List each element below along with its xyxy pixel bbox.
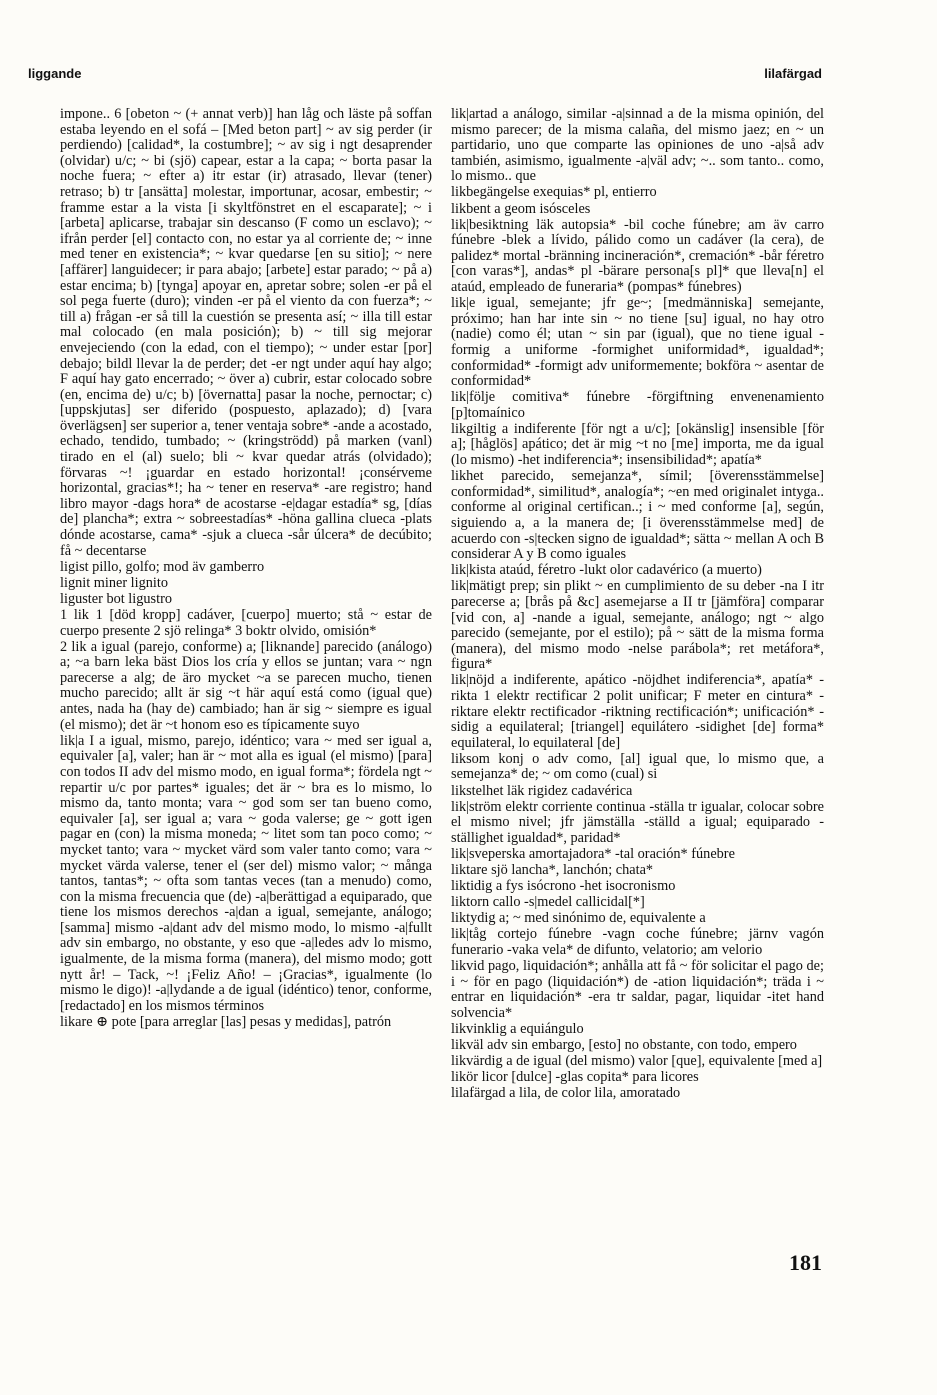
entry-liktag: lik|tåg cortejo fúnebre -vagn coche fúnebre; järnv vagón funerario -vaka vela* de difunto, velatorio; am velorio [451, 926, 824, 958]
entry-likmatigt: lik|mätigt prep; sin plikt ~ en cumplimiento de su deber -na I itr parecerse a; [brås på &c] asemejarse a II tr [jämföra] comparar [vid con, a] -nande a igual, semejante, análogo; ngt ~ algo parecido (semejante, por el estilo); på ~ sätt de la misma forma (manera), del mismo modo -nelse parábola*; ret metáfora*, figura* [451, 578, 824, 673]
page-number: 181 [789, 1250, 822, 1275]
entry-liksveperska: lik|sveperska amortajadora* -tal oración* fúnebre [451, 845, 735, 862]
entry-like: lik|e igual, semejante; jfr ge~; [medmänniska] semejante, próximo; han har inte sin ~ no tiene [su] igual, no hay otro (nadie) como él; utan ~ sin par (igual), que no tiene igual -formig a uniforme -formighet uniformidad*, igualdad*; conformidad* -formigt adv uniformemente; bokföra ~ asentar de conformidad* [451, 295, 824, 390]
entry-liggande-cont: impone.. 6 [obeton ~ (+ annat verb)] han låg och läste på soffan estaba leyendo en el sofá – [Med beton part] ~ av sig perder (ir perdiendo) [calidad*, la costumbre]; ~ av sig i ngt desaprender (olvidar) u/c; ~ bi (sjö) capear, estar a la capa; ~ borta pasar la noche fuera; ~ efter a) itr estar (ir) atrasado, llevar (tener) retraso; b) tr [ansätta] molestar, importunar, acosar, embestir; ~ framme estar a la vista [i skyltfönstret en el escaparate]; ~ i [arbeta] aplicarse, trabajar sin descanso (F como un esclavo); ~ ifrån perder [el] contacto con, no estar ya al corriente de; ~ inne med tener en existencia*; ~ kvar quedarse [en su sitio]; ~ nere [affärer] languidecer; ir para abajo; [arbete] estar parado; ~ på a) estar encima; b) [tynga] apoyar en, apretar sobre; solen -er på el sol pega fuerte (duro); vinden -er på el viento da con fuerza*; ~ till a) frågan -er så till la cuestión se presenta así; ~ illa till estar mal colocado (en mala posición); b) ~ till sig mejorar envejeciendo (con la edad, con el tiempo); ~ under estar [por] debajo; bildl llevar la de perder; det -er ngt under aquí hay algo; F aquí hay gato encerrado; ~ över a) cubrir, estar colocado sobre (en, encima de) u/c; b) [övernatta] pasar la noche, pernoctar; c) [uppskjutas] ser diferido (pospuesto, aplazado); d) [vara överlägsen] ser superior a, tener ventaja sobre* -ande a acostado, echado, tendido, tumbado; ~ (kringströdd) på marken (vanl) tirado en el (al) suelo; bli ~ kvar quedar atrás (olvidado); förvaras ~! ¡guardar en estado horizontal! ¡consérveme horizontal, gracias*!; ha ~ tener en reserva* -are registro; hand libro mayor -dags hora* de acostarse -e|dagar estadía* sg, [días de] plancha*; extra ~ sobreestadías* -höna gallina clueca -plats dónde acostarse, cama* -sjuk a clueca -sår úlcera* de decúbito; få ~ decentarse [60, 106, 432, 559]
entry-lik-2: 2 lik a igual (parejo, conforme) a; [liknande] parecido (análogo) a; ~a barn leka bäst Dios los cría y ellos se juntan; vara ~ ngn parecerse a alg; de äro mycket ~a se parecen mucho, tienen mucho parecido; allt är sig ~t här aquí está como (igual que) antes, nada ha (hay de) cambiado; han är sig ~ siempre es igual (el mismo); det är ~t honom eso es típicamente suyo [60, 638, 432, 733]
entry-liksom: liksom konj o adv como, [al] igual que, lo mismo que, a semejanza* de; ~ om como (cual) si [451, 750, 824, 783]
entry-likbegangelse: likbegängelse exequias* pl, entierro [451, 184, 657, 201]
entry-likartad: lik|artad a análogo, similar -a|sinnad a de la misma opinión, del mismo parecer; de la misma calaña, del mismo jaez; en ~ un partidario, uno que comparte las opiniones de uno -a|så adv también, asimismo, igualmente -a|väl adv; ~.. som tanto.. como, lo mismo.. que [451, 106, 824, 185]
entry-liknojd: lik|nöjd a indiferente, apático -nöjdhet indiferencia*, apatía* -rikta 1 elektr rectificar 2 polit unificar; F meter en cintura* -riktare elektr rectificador -riktning rectificación*; unificación* -sidig a equilateral; [triangel] equilátero -sidighet [de] forma* equilateral, lo equilateral [de] [451, 672, 824, 751]
entry-likgiltig: likgiltig a indiferente [för ngt a u/c]; [okänslig] insensible [för a]; [håglös] apático; det är mig ~t no [me] importa, me da igual (lo mismo) -het indiferencia*; insensibilidad*; apatía* [451, 420, 824, 469]
entry-liktidig: liktidig a fys isócrono -het isocronismo [451, 878, 676, 895]
entry-liguster: liguster bot ligustro [60, 590, 172, 607]
entry-ligist: ligist pillo, golfo; mod äv gamberro [60, 558, 265, 575]
entry-liktorn: liktorn callo -s|medel callicidal[*] [451, 894, 645, 911]
entry-likvid: likvid pago, liquidación*; anhålla att få ~ för solicitar el pago de; i ~ för en pago (liquidación*) de -ation liquidación*; träda i ~ entrar en liquidación* -era tr saldar, pagar, liquidar -itet hand solvencia* [451, 958, 824, 1021]
right-column [451, 107, 824, 1102]
left-guideword: liggande [28, 66, 82, 81]
entry-likbesiktning: lik|besiktning läk autopsia* -bil coche fúnebre; am äv carro fúnebre -blek a lívido, pálido como un cadáver (la cera), de palidez* mortal -bränning incineración*, cremación* -bår féretro [con varas*], andas* pl -bärare persona[s pl]* que lleva[n] el ataúd, empleado de funeraria* (pompas* fúnebres) [451, 216, 824, 296]
entry-liktare: liktare sjö lancha*, lanchón; chata* [451, 862, 654, 878]
entry-likfolje: lik|följe comitiva* fúnebre -förgiftning envenenamiento [p]tomaínico [451, 389, 824, 421]
entry-likor: likör licor [dulce] -glas copita* para licores [451, 1069, 699, 1086]
entry-lignit: lignit miner lignito [60, 574, 169, 591]
entry-likval: likväl adv sin embargo, [esto] no obstante, con todo, empero [451, 1037, 797, 1054]
entry-likare: likare ⊕ pote [para arreglar [las] pesas y medidas], patrón [60, 1013, 392, 1030]
entry-likkista: lik|kista ataúd, féretro -lukt olor cadavérico (a muerto) [451, 562, 762, 579]
entry-liktydig: liktydig a; ~ med sinónimo de, equivalente a [451, 910, 706, 927]
right-guideword: lilafärgad [764, 66, 822, 81]
entry-lika: lik|a I a igual, mismo, parejo, idéntico; vara ~ med ser igual a, equivaler [a], valer; han är ~ mot alla es igual (el mismo) [para] con todos II adv del mismo modo, en igual forma*; fördela ngt ~ repartir u/c por partes* iguales; det är ~ bra es lo mismo, lo mismo da, tanto monta; vara ~ god som ser tan bueno como, equivaler [a], ser igual a; vara ~ goda valerse; ge ~ gott igen pagar en (con) la misma moneda; ~ litet som tan poco como; ~ mycket tanto; vara ~ mycket värd som valer tanto como; vara ~ mycket värda valerse, tener el (ser del) mismo valor; ~ många tantos, tantas*; ~ ofta som tantas veces (tan a menudo) como, con la misma frecuencia que (de) -a|berättigad a equiparado, que tiene los mismos derechos -a|dan a igual, semejante, análogo; [samma] mismo -a|dant adv del mismo modo, lo mismo -a|fullt adv sin embargo, no obstante, y eso que -a|ledes adv lo mismo, igualmente, de la misma forma (manera), del mismo modo; gott nytt år! – Tack, ~! ¡Feliz Año! – ¡Gracias*, igualmente (lo mismo le digo)! -a|lydande a de igual (idéntico) tenor, conforme, [redactado] en los mismos términos [60, 732, 432, 1014]
entry-likvinklig: likvinklig a equiángulo [451, 1020, 584, 1037]
left-column [60, 107, 432, 1031]
entry-likvardig: likvärdig a de igual (del mismo) valor [que], equivalente [med a] [451, 1053, 823, 1070]
entry-lilafargad: lilafärgad a lila, de color lila, amoratado [451, 1085, 681, 1102]
entry-likstrom: lik|ström elektr corriente continua -ställa tr igualar, colocar sobre el mismo nivel; jfr jämställa -ställd a igual; equiparado -ställighet igualdad*, paridad* [451, 798, 824, 846]
entry-lik-1: 1 lik 1 [död kropp] cadáver, [cuerpo] muerto; stå ~ estar de cuerpo presente 2 sjö relinga* 3 boktr olvido, omisión* [60, 607, 432, 639]
entry-likhet: likhet parecido, semejanza*, símil; [överensstämmelse] conformidad*, similitud*, analogía*; ~en med originalet intyga.. conforme al original certifican..; i ~ med conforme [a], según, siguiendo a, a la manera de; [i överensstämmelse med] de acuerdo con -s|tecken signo de igualdad*; sätta ~ mellan A och B considerar A y B como iguales [451, 468, 824, 563]
entry-likstelhet: likstelhet läk rigidez cadavérica [451, 782, 633, 799]
entry-likbent: likbent a geom isósceles [451, 200, 591, 217]
